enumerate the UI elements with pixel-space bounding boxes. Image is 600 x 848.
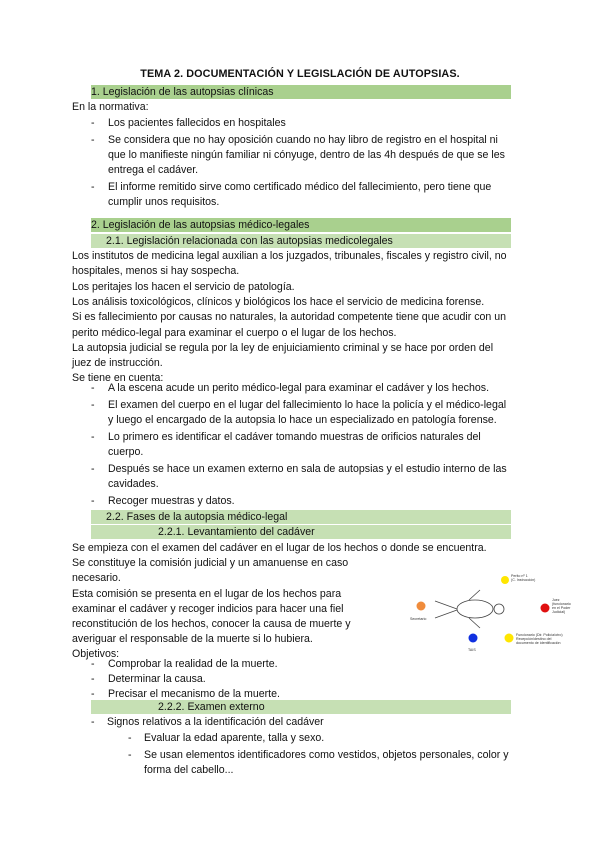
funcionario-label-line: documento de identificación [516,641,561,645]
section-1-heading-bar [91,85,511,99]
list-item-line: cumplir unos requisitos. [108,196,220,208]
signos-subitem: Evaluar la edad aparente, talla y sexo. [144,732,325,744]
paragraph-line: juez de instrucción. [72,357,163,370]
bullet-dash: - [91,716,95,728]
signos-item: Signos relativos a la identificación del cadáver [107,716,324,728]
list-item-line: Lo primero es identificar el cadáver tomando muestras de orificios naturales del [108,431,481,443]
paragraph-line: La autopsia judicial se regula por la ley de enjuiciamiento criminal y se hace por orden del [72,341,494,354]
list-item-line: A la escena acude un perito médico-legal para examinar el cadáver y los hechos. [108,382,490,394]
bullet-dash: - [91,658,95,670]
juez-label-line: Judicial) [552,610,566,614]
list-item-line: que lo manifieste ningún familiar ni cónyuge, dentro de las 4h después de que se les [108,149,505,161]
paragraph-line: Objetivos: [72,648,120,661]
paragraph-line: Se empieza con el examen del cadáver en el lugar de los hechos o donde se encuentra. [72,542,487,554]
paragraph-line: perito médico-legal para examinar el cuerpo o el lugar de los hechos. [72,326,397,339]
svg-text:Perito nº 1(C. Instrucción) [511,574,535,582]
scene-diagram-svg [405,568,575,660]
bullet-dash: - [128,732,132,744]
subsection-2-1-bar [91,234,511,248]
bullet-dash: - [91,431,95,443]
paragraph-line: Se tiene en cuenta: [72,372,164,385]
section-2-heading: 2. Legislación de las autopsias médico-legales [91,219,310,231]
svg-text:Juez(funcionarioen el PoderJud [552,598,571,614]
subsection-2-2-2-bar [91,700,511,714]
bullet-dash: - [91,382,95,394]
juez-marker [541,604,550,613]
secretario-marker [417,602,426,611]
paragraph-line: necesario. [72,572,121,585]
juez-label-line: (funcionario [552,602,571,606]
subsection-2-2-bar [91,510,511,524]
funcionario-label-line: Recepción/destino del [516,637,552,641]
tais-marker [469,634,478,643]
list-item-line: Se considera que no hay oposición cuando no hay libro de registro en el hospital ni [108,134,498,146]
paragraph-line: averiguar el responsable de la muerte si lo hubiera. [72,633,313,646]
juez-label-line: Juez [552,598,560,602]
list-item-line: entrega el cadáver. [108,164,199,176]
section-1-heading: 1. Legislación de las autopsias clínicas [91,86,274,98]
paragraph-line: Los institutos de medicina legal auxilian a los juzgados, tribunales, fiscales y registro civil, no [72,250,507,262]
svg-text:Funcionario (Dir. Policía/otro [516,633,563,645]
bullet-dash: - [91,117,95,129]
juez-label-line: en el Poder [552,606,571,610]
list-item-line: El examen del cuerpo en el lugar del fallecimiento lo hace la policía y el médico-legal [108,399,507,411]
scene-diagram [405,568,575,660]
objetivo-item: Determinar la causa. [108,673,206,686]
signos-subitem: Se usan elementos identificadores como vestidos, objetos personales, color y [144,749,509,761]
perito-label-line: (C. Instrucción) [511,578,536,582]
subsection-2-1-heading: 2.1. Legislación relacionada con las autopsias medicolegales [106,235,393,247]
list-item-line: cavidades. [108,478,159,490]
tais-label: TAIS [468,648,476,652]
subsection-2-2-heading: 2.2. Fases de la autopsia médico-legal [106,511,288,523]
section-1-intro: En la normativa: [72,101,149,113]
document-title: TEMA 2. DOCUMENTACIÓN Y LEGISLACIÓN DE AUTOPSIAS. [140,68,460,80]
bullet-dash: - [128,749,132,761]
paragraph-line: reconstitución de los hechos, conocer la causa de muerte y [72,618,351,630]
list-item-line: cuerpo. [108,446,144,458]
paragraph-line: Los análisis toxicológicos, clínicos y biológicos los hace el servicio de medicina forense. [72,295,485,308]
bullet-dash: - [91,495,95,507]
list-item-line: El informe remitido sirve como certificado médico del fallecimiento, pero tiene que [108,181,492,193]
paragraph-line: Si es fallecimiento por causas no naturales, la autoridad competente tiene que acudir con un [72,311,507,324]
perito-marker [501,576,509,584]
subsection-2-2-2-heading: 2.2.2. Examen externo [158,701,265,713]
paragraph-line: Se constituye la comisión judicial y un amanuense en caso [72,557,349,570]
subsection-2-2-1-bar [91,525,511,539]
perito-label-line: Perito nº 1 [511,574,528,578]
funcionario-marker [505,634,514,643]
paragraph-line: Esta comisión se presenta en el lugar de los hechos para [72,587,342,600]
funcionario-label-line: Funcionario (Dir. Policía/otro) [516,633,563,637]
bullet-dash: - [91,673,95,686]
subsection-2-2-1-heading: 2.2.1. Levantamiento del cadáver [158,526,315,538]
bullet-dash: - [91,181,95,193]
bullet-dash: - [91,134,95,146]
list-item-line: Recoger muestras y datos. [108,495,235,507]
paragraph-line: Los peritajes los hacen el servicio de patología. [72,280,295,293]
objetivo-item: Comprobar la realidad de la muerte. [108,658,278,670]
paragraph-line: examinar el cadáver y recoger indicios para hacer una fiel [72,602,344,615]
list-item-line: Los pacientes fallecidos en hospitales [108,117,286,129]
signos-subitem: forma del cabello... [144,764,234,776]
section-2-heading-bar [91,218,511,232]
bullet-dash: - [91,463,95,475]
secretario-label: Secretario [410,617,427,621]
body-outline [435,590,504,628]
paragraph-line: hospitales, menos si hay sospecha. [72,265,240,278]
bullet-dash: - [91,399,95,411]
bullet-dash: - [91,688,95,701]
list-item-line: Después se hace un examen externo en sala de autopsias y el estudio interno de las [108,463,507,475]
objetivo-item: Precisar el mecanismo de la muerte. [108,688,280,701]
list-item-line: y luego el encargado de la autopsia lo hace un especializado en patología forense. [108,414,497,426]
